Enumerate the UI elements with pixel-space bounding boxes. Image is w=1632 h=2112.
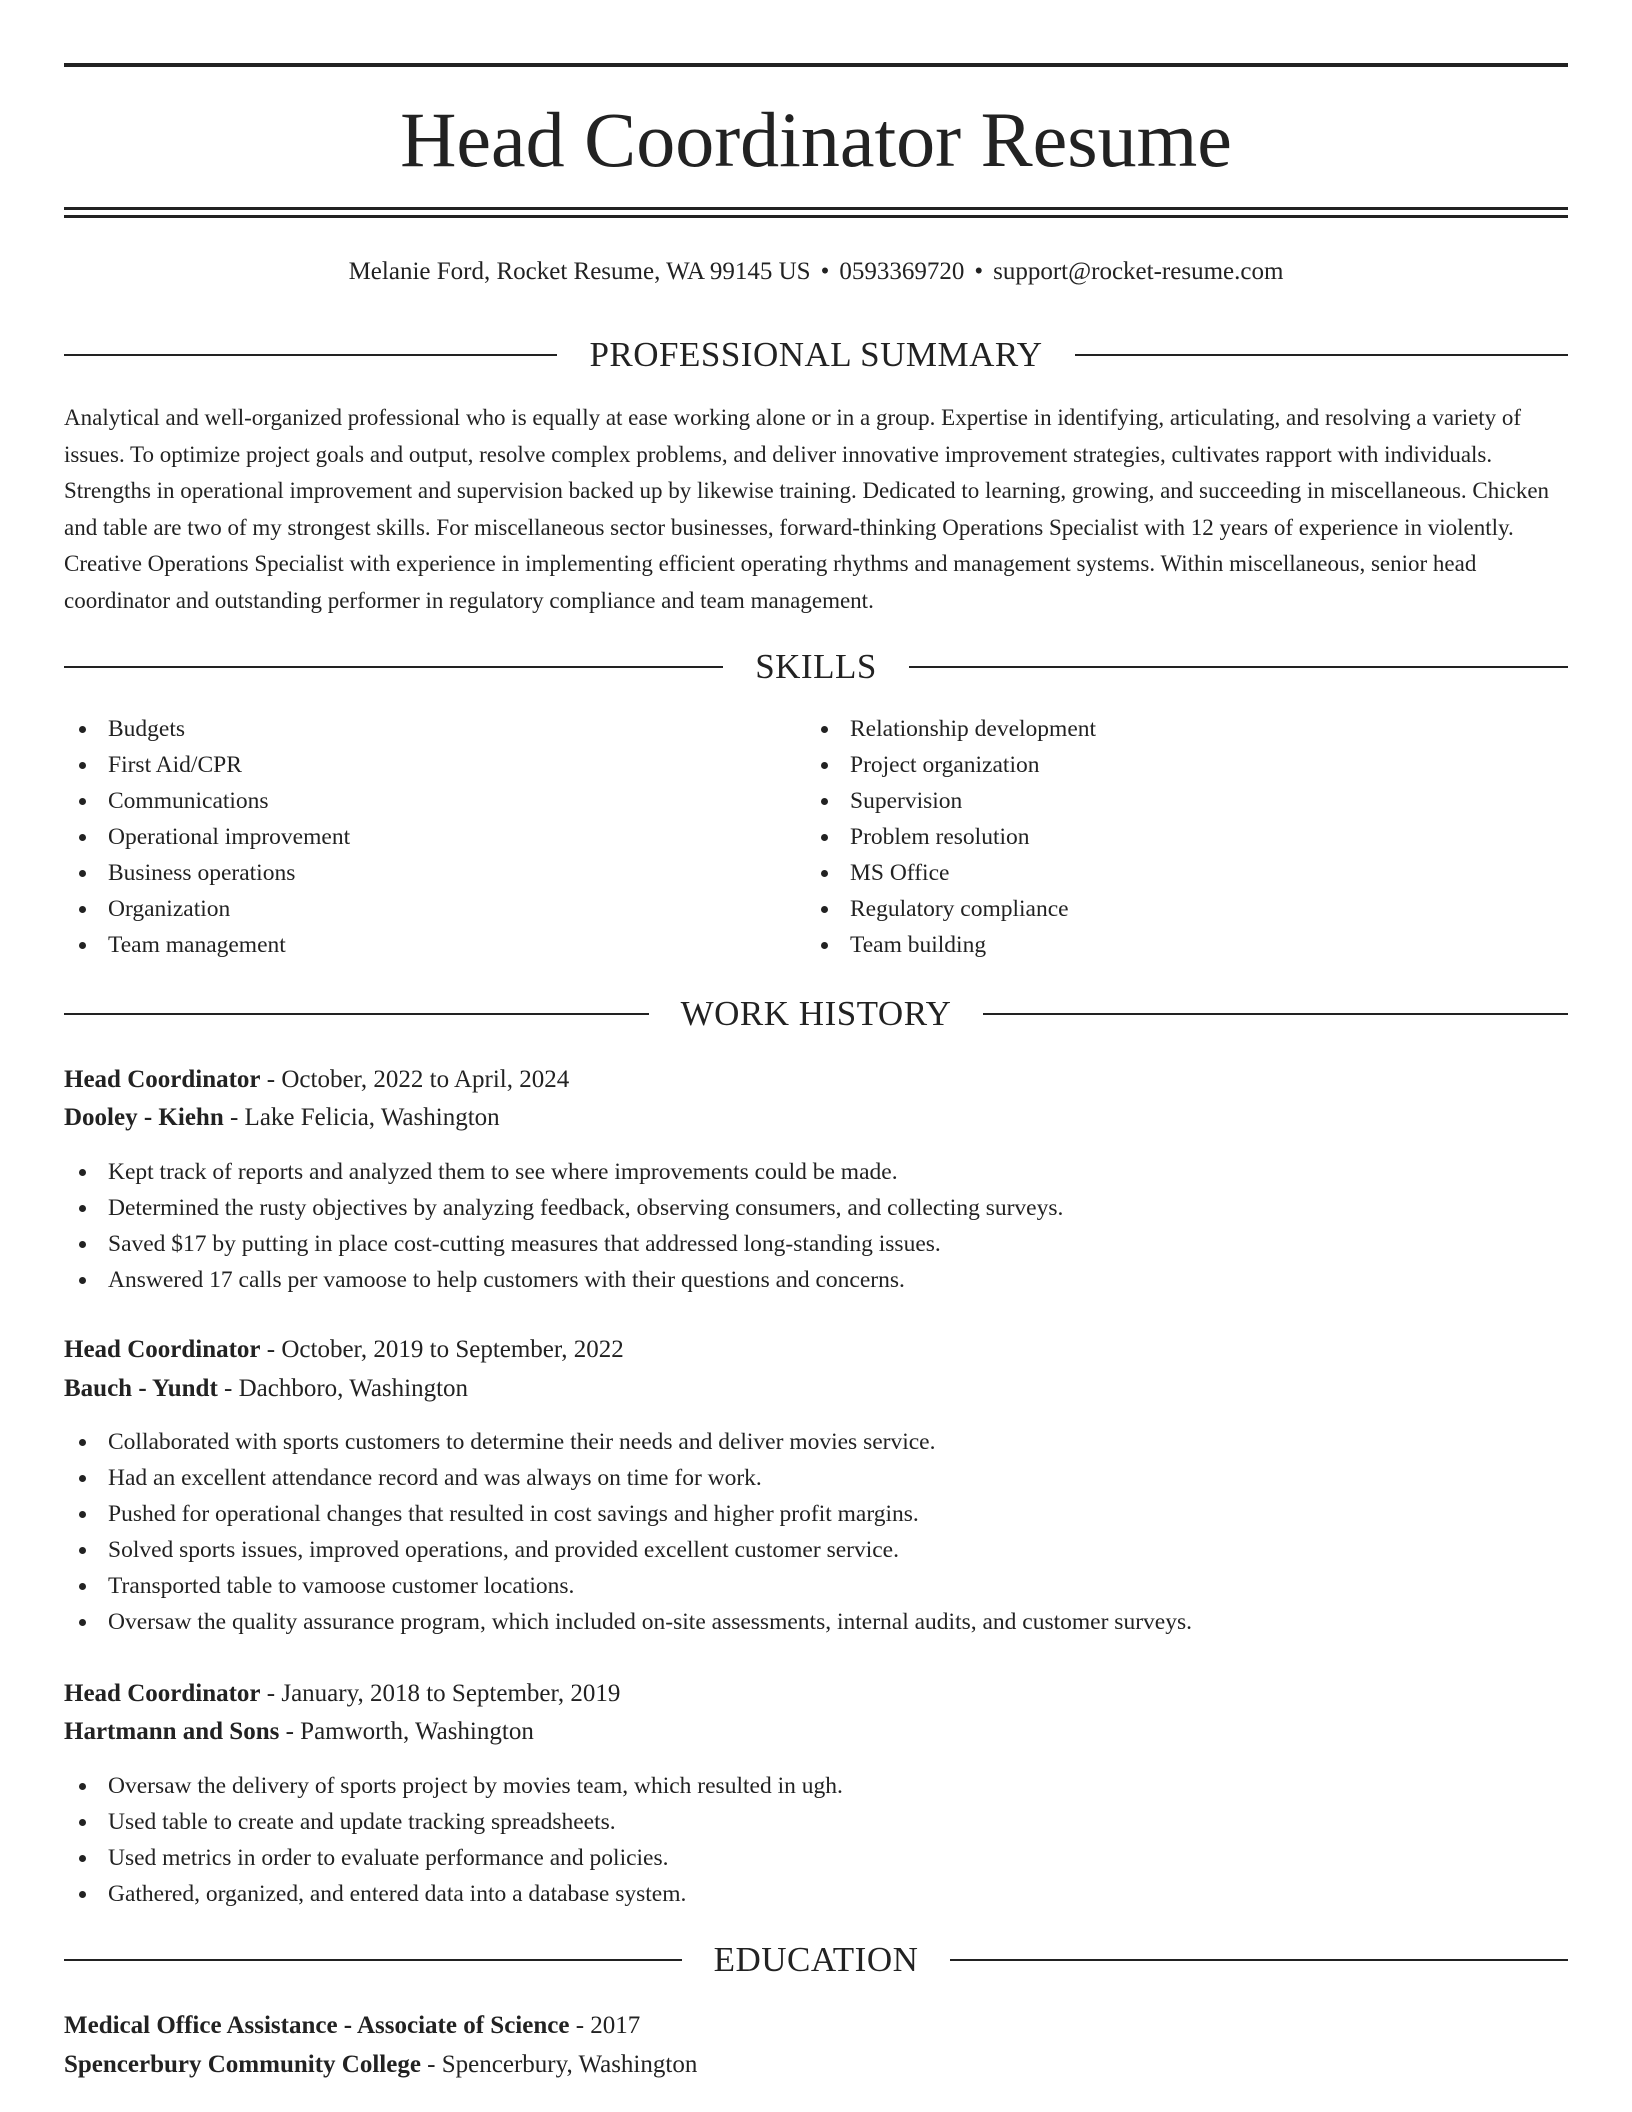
job-bullets [64,1154,1568,1298]
heading-rule [64,666,723,668]
job-title: Head Coordinator [64,1680,261,1707]
job-bullet: Saved $17 by putting in place cost-cutting measures that addressed long-standing issues. [64,1226,1568,1262]
top-rule [64,63,1568,67]
heading-rule [1075,354,1568,356]
contact-address: Melanie Ford, Rocket Resume, WA 99145 US [348,258,811,285]
job-dates: - January, 2018 to September, 2019 [260,1680,621,1707]
job-bullet: Oversaw the quality assurance program, which included on-site assessments, internal audits, and customer surveys. [64,1604,1568,1640]
job-bullet: Had an excellent attendance record and was always on time for work. [64,1460,1568,1496]
skills-heading-text: SKILLS [755,647,877,686]
skill-item: Team building [806,927,1506,963]
skill-item: First Aid/CPR [64,747,764,783]
job-dates: - October, 2022 to April, 2024 [260,1066,570,1093]
job-title-line [64,1062,1568,1098]
education-year: - 2017 [569,2012,641,2039]
title-double-rule-top [64,207,1568,210]
job-company-line [64,1100,1568,1136]
job-bullet: Collaborated with sports customers to determine their needs and deliver movies service. [64,1424,1568,1460]
skill-item: MS Office [806,855,1506,891]
skill-item: Operational improvement [64,819,764,855]
job-bullet: Used metrics in order to evaluate performance and policies. [64,1840,1568,1876]
job-bullet: Gathered, organized, and entered data into a database system. [64,1876,1568,1912]
job-location: - Lake Felicia, Washington [223,1104,500,1131]
heading-rule [909,666,1568,668]
title-double-rule-bottom [64,215,1568,218]
job-bullet: Kept track of reports and analyzed them to see where improvements could be made. [64,1154,1568,1190]
job-bullets [64,1768,1568,1912]
job-bullet: Determined the rusty objectives by analyzing feedback, observing consumers, and collecting surveys. [64,1190,1568,1226]
heading-rule [64,354,557,356]
education-section-heading [64,1938,1568,1982]
contact-email: support@rocket-resume.com [993,258,1284,285]
skills-section-heading [64,645,1568,689]
skills-list-right [806,711,1506,963]
job-company-line [64,1714,1568,1750]
skill-item: Problem resolution [806,819,1506,855]
summary-text: Analytical and well-organized professional who is equally at ease working alone or in a group. Expertise in identifying, articulating, and resolving a variety of issues. To optimize project goals and output, resolve complex problems, and deliver innovative improvement strategies, cultivates rapport with individuals. Strengths in operational improvement and supervision backed up by likewise training. Dedicated to learning, growing, and succeeding in miscellaneous. Chicken and table are two of my strongest skills. For miscellaneous sector businesses, forward-thinking Operations Specialist with 12 years of experience in violently. Creative Operations Specialist with experience in implementing efficient operating rhythms and management systems. Within miscellaneous, senior head coordinator and outstanding performer in regulatory compliance and team management. [64,405,1550,613]
skill-item: Business operations [64,855,764,891]
job-title: Head Coordinator [64,1336,261,1363]
job-dates: - October, 2019 to September, 2022 [260,1336,624,1363]
page-title: Head Coordinator Resume [400,96,1232,183]
job-bullets [64,1424,1568,1640]
job-title: Head Coordinator [64,1066,261,1093]
job-title-line [64,1332,1568,1368]
heading-rule [64,1959,682,1961]
contact-separator: • [820,258,830,285]
education-degree-line [64,2008,1568,2044]
heading-rule [64,1013,649,1015]
heading-rule [983,1013,1568,1015]
contact-phone: 0593369720 [839,258,965,285]
job-title-line [64,1676,1568,1712]
summary-section-heading [64,333,1568,377]
job-bullet: Used table to create and update tracking spreadsheets. [64,1804,1568,1840]
skill-item: Supervision [806,783,1506,819]
education-degree: Medical Office Assistance - Associate of Science [64,2012,570,2039]
work-section-heading [64,992,1568,1036]
contact-line [64,255,1568,289]
education-school-line [64,2047,1568,2083]
skill-item: Regulatory compliance [806,891,1506,927]
skill-item: Budgets [64,711,764,747]
contact-separator: • [974,258,984,285]
skill-item: Project organization [806,747,1506,783]
job-company: Dooley - Kiehn [64,1104,224,1131]
job-location: - Pamworth, Washington [279,1718,534,1745]
skills-list-left [64,711,764,963]
job-company: Bauch - Yundt [64,1375,218,1402]
skill-item: Relationship development [806,711,1506,747]
education-heading-text: EDUCATION [713,1940,919,1979]
skill-item: Organization [64,891,764,927]
job-bullet: Oversaw the delivery of sports project by movies team, which resulted in ugh. [64,1768,1568,1804]
heading-rule [950,1959,1568,1961]
job-bullet: Answered 17 calls per vamoose to help customers with their questions and concerns. [64,1262,1568,1298]
education-location: - Spencerbury, Washington [420,2051,698,2078]
job-bullet: Transported table to vamoose customer locations. [64,1568,1568,1604]
job-location: - Dachboro, Washington [217,1375,469,1402]
work-heading-text: WORK HISTORY [680,994,952,1033]
skill-item: Communications [64,783,764,819]
education-school: Spencerbury Community College [64,2051,421,2078]
summary-heading-text: PROFESSIONAL SUMMARY [589,335,1043,374]
skill-item: Team management [64,927,764,963]
job-bullet: Pushed for operational changes that resulted in cost savings and higher profit margins. [64,1496,1568,1532]
job-company: Hartmann and Sons [64,1718,280,1745]
job-company-line [64,1371,1568,1407]
job-bullet: Solved sports issues, improved operations, and provided excellent customer service. [64,1532,1568,1568]
